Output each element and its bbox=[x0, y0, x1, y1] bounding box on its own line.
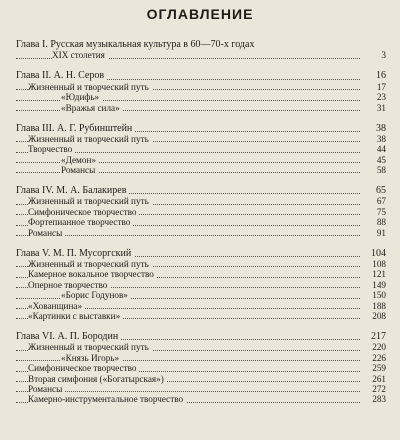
page-number: 45 bbox=[362, 155, 386, 165]
page-number: 121 bbox=[362, 269, 386, 279]
page-number: 23 bbox=[362, 92, 386, 102]
page-number: 188 bbox=[362, 301, 386, 311]
toc-entry bbox=[16, 269, 386, 279]
toc-entry-text: «Князь Игорь» bbox=[61, 353, 122, 363]
toc-entry-text: Жизненный и творческий путь bbox=[28, 134, 152, 144]
toc-entry-text: Симфоническое творчество bbox=[28, 207, 139, 217]
toc-entry bbox=[16, 363, 386, 373]
toc-entry-text: Глава IV. М. А. Балакирев bbox=[16, 185, 129, 196]
toc-entry bbox=[16, 301, 386, 311]
toc-entry-text: «Вражья сила» bbox=[61, 103, 123, 113]
toc-entry bbox=[16, 342, 386, 352]
toc-entry-text: Симфоническое творчество bbox=[28, 363, 139, 373]
toc-entry-text: Жизненный и творческий путь bbox=[28, 196, 152, 206]
page-number: 217 bbox=[362, 332, 386, 342]
page-number: 65 bbox=[362, 186, 386, 196]
toc-entry-text: Романсы bbox=[28, 384, 65, 394]
page-title: ОГЛАВЛЕНИЕ bbox=[146, 6, 254, 22]
page-number: 150 bbox=[362, 290, 386, 300]
page-number: 259 bbox=[362, 363, 386, 373]
toc-entry bbox=[16, 155, 386, 165]
toc-entry-text: Глава VI. А. П. Бородин bbox=[16, 331, 121, 342]
toc-entry bbox=[16, 228, 386, 238]
toc-entry-text: Жизненный и творческий путь bbox=[28, 342, 152, 352]
page-number: 16 bbox=[362, 71, 386, 81]
toc-entry-text: «Борис Годунов» bbox=[61, 290, 131, 300]
toc-chapter-heading bbox=[16, 71, 386, 81]
toc-entry bbox=[16, 82, 386, 92]
page-number: 104 bbox=[362, 249, 386, 259]
page-number: 208 bbox=[362, 311, 386, 321]
toc-chapter-heading bbox=[16, 332, 386, 342]
toc-entry-text: Жизненный и творческий путь bbox=[28, 82, 152, 92]
toc-entry-text: Оперное творчество bbox=[28, 280, 110, 290]
toc-entry-text: Вторая симфония («Богатырская») bbox=[28, 374, 167, 384]
page-number: 38 bbox=[362, 134, 386, 144]
toc-chapter-heading bbox=[16, 124, 386, 134]
toc-entry-text: «Демон» bbox=[61, 155, 99, 165]
toc-entry-text: «Юдифь» bbox=[61, 92, 102, 102]
toc-entry bbox=[16, 103, 386, 113]
dot-leader bbox=[16, 391, 360, 392]
toc-entry bbox=[16, 280, 386, 290]
toc-entry-text: Глава III. А. Г. Рубинштейн bbox=[16, 123, 135, 134]
toc-entry bbox=[16, 196, 386, 206]
toc-entry-text: Романсы bbox=[28, 228, 65, 238]
toc-entry bbox=[16, 259, 386, 269]
toc-entry bbox=[16, 92, 386, 102]
toc-entry bbox=[16, 311, 386, 321]
toc-entry-text: «Хованщина» bbox=[28, 301, 85, 311]
page-number: 58 bbox=[362, 165, 386, 175]
page-number: 44 bbox=[362, 144, 386, 154]
toc-entry bbox=[16, 50, 386, 60]
dot-leader bbox=[16, 235, 360, 236]
page-number: 3 bbox=[362, 50, 386, 60]
toc-chapter bbox=[16, 186, 386, 238]
toc-entry-text: Творчество bbox=[28, 144, 75, 154]
toc-chapter-heading bbox=[16, 249, 386, 259]
toc-entry bbox=[16, 384, 386, 394]
page-number: 226 bbox=[362, 353, 386, 363]
toc-chapter bbox=[16, 124, 386, 176]
toc-entry-text: Романсы bbox=[61, 165, 98, 175]
toc-entry bbox=[16, 353, 386, 363]
toc-entry-text: Жизненный и творческий путь bbox=[28, 259, 152, 269]
page-number: 108 bbox=[362, 259, 386, 269]
page-number: 88 bbox=[362, 217, 386, 227]
page-number: 272 bbox=[362, 384, 386, 394]
toc-entry-text: Глава I. Русская музыкальная культура в 60—70-х годах bbox=[16, 39, 257, 50]
table-of-contents bbox=[16, 40, 386, 405]
page-number: 220 bbox=[362, 342, 386, 352]
page-number: 283 bbox=[362, 394, 386, 404]
toc-entry-text: Камерное вокальное творчество bbox=[28, 269, 157, 279]
toc-entry bbox=[16, 134, 386, 144]
page-number: 38 bbox=[362, 124, 386, 134]
toc-entry bbox=[16, 144, 386, 154]
page-number: 67 bbox=[362, 196, 386, 206]
toc-chapter bbox=[16, 249, 386, 322]
toc-chapter bbox=[16, 332, 386, 405]
toc-entry-text: XIX столетия bbox=[52, 50, 108, 60]
toc-chapter bbox=[16, 40, 386, 61]
toc-entry bbox=[16, 217, 386, 227]
toc-entry bbox=[16, 290, 386, 300]
page-number: 91 bbox=[362, 228, 386, 238]
page-number: 149 bbox=[362, 280, 386, 290]
toc-chapter bbox=[16, 71, 386, 113]
toc-entry-text: Камерно-инструментальное творчество bbox=[28, 394, 186, 404]
toc-chapter-heading bbox=[16, 186, 386, 196]
page-number: 75 bbox=[362, 207, 386, 217]
toc-entry-text: Глава II. А. Н. Серов bbox=[16, 70, 107, 81]
toc-entry-text: Фортепианное творчество bbox=[28, 217, 133, 227]
toc-chapter-heading bbox=[16, 40, 386, 50]
toc-entry bbox=[16, 207, 386, 217]
page-number: 17 bbox=[362, 82, 386, 92]
page-number: 31 bbox=[362, 103, 386, 113]
toc-entry bbox=[16, 374, 386, 384]
page-number: 261 bbox=[362, 374, 386, 384]
toc-entry-text: «Картинки с выставки» bbox=[28, 311, 123, 321]
toc-entry-text: Глава V. М. П. Мусоргский bbox=[16, 248, 134, 259]
toc-entry bbox=[16, 165, 386, 175]
toc-entry bbox=[16, 394, 386, 404]
